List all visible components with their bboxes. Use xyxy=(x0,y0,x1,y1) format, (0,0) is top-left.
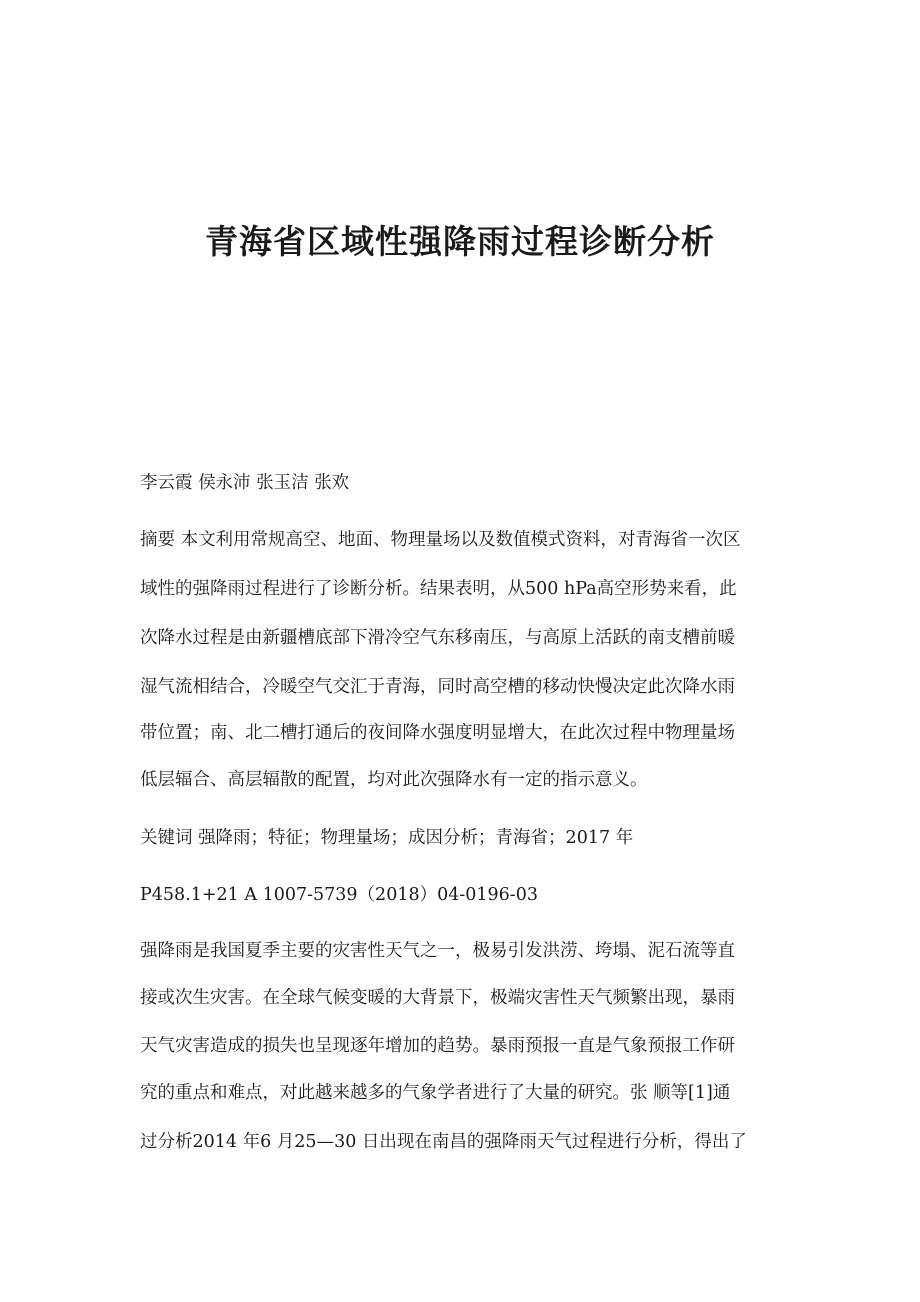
body-line: 天气灾害造成的损失也呈现逐年增加的趋势。暴雨预报一直是气象预报工作研 xyxy=(140,1036,735,1056)
authors: 李云霞 侯永沛 张玉洁 张欢 xyxy=(140,473,350,493)
classification-number: P458.1+21 A 1007-5739（2018）04-0196-03 xyxy=(140,885,538,905)
body-line: 过分析2014 年6 月25—30 日出现在南昌的强降雨天气过程进行分析，得出了 xyxy=(140,1132,747,1152)
body-line: 究的重点和难点，对此越来越多的气象学者进行了大量的研究。张 顺等[1]通 xyxy=(140,1083,731,1103)
abstract-line: 湿气流相结合，冷暖空气交汇于青海，同时高空槽的移动快慢决定此次降水雨 xyxy=(140,677,735,697)
abstract-line: 低层辐合、高层辐散的配置，均对此次强降水有一定的指示意义。 xyxy=(140,770,648,790)
abstract-line: 次降水过程是由新疆槽底部下滑冷空气东移南压，与高原上活跃的南支槽前暖 xyxy=(140,628,735,648)
body-line: 接或次生灾害。在全球气候变暖的大背景下，极端灾害性天气频繁出现，暴雨 xyxy=(140,988,735,1008)
paper-title: 青海省区域性强降雨过程诊断分析 xyxy=(205,222,715,261)
abstract-line: 摘要 本文利用常规高空、地面、物理量场以及数值模式资料，对青海省一次区 xyxy=(140,530,741,550)
keywords: 关键词 强降雨；特征；物理量场；成因分析；青海省；2017 年 xyxy=(140,828,634,848)
body-line: 强降雨是我国夏季主要的灾害性天气之一，极易引发洪涝、垮塌、泥石流等直 xyxy=(140,941,735,961)
abstract-line: 域性的强降雨过程进行了诊断分析。结果表明，从500 hPa高空形势来看，此 xyxy=(140,579,737,599)
abstract-line: 带位置；南、北二槽打通后的夜间降水强度明显增大，在此次过程中物理量场 xyxy=(140,723,735,743)
